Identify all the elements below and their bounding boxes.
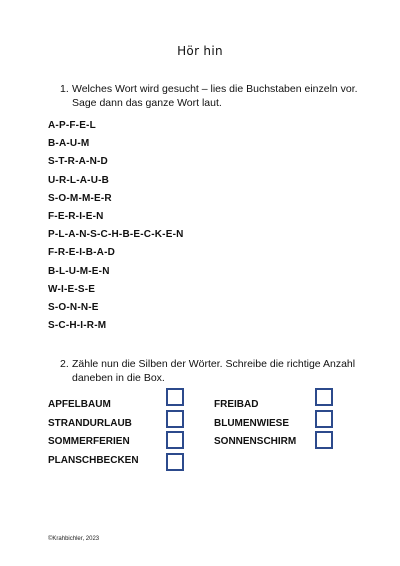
task-1 [60,82,362,110]
spelled-word: P-L-A-N-S-C-H-B-E-C-K-E-N [48,229,184,241]
syllable-word-strandurlaub: STRANDURLAUB [48,418,132,429]
spelled-word: S-O-M-M-E-R [48,192,112,204]
spelled-word: B-A-U-M [48,138,90,150]
spelled-word: B-L-U-M-E-N [48,265,110,277]
syllable-count-box-sommerferien[interactable] [166,431,184,449]
spelled-word: A-P-F-E-L [48,120,96,131]
syllable-word-freibad: FREIBAD [214,399,259,410]
syllable-count-box-freibad[interactable] [315,388,333,406]
spelled-word: W-I-E-S-E [48,283,96,295]
syllable-word-planschbecken: PLANSCHBECKEN [48,455,139,466]
syllable-count-box-planschbecken[interactable] [166,453,184,471]
syllable-grid [48,397,348,477]
worksheet-title: Hör hin [177,44,223,58]
copyright-footer: ©Krahbichler, 2023 [48,536,100,542]
task-2 [60,357,362,385]
syllable-count-box-apfelbaum[interactable] [166,388,184,406]
syllable-count-box-blumenwiese[interactable] [315,410,333,428]
spelled-word: F-E-R-I-E-N [48,210,104,222]
task-1-number: 1. [60,83,69,95]
spelled-word-list [48,121,184,339]
syllable-count-box-strandurlaub[interactable] [166,410,184,428]
syllable-word-apfelbaum: APFELBAUM [48,399,111,410]
syllable-word-sonnenschirm: SONNENSCHIRM [214,436,297,447]
spelled-word: F-R-E-I-B-A-D [48,247,116,259]
task-2-instruction: Zähle nun die Silben der Wörter. Schreibe die richtige Anzahl daneben in die Box. [72,358,356,384]
syllable-word-blumenwiese: BLUMENWIESE [214,418,289,429]
syllable-word-sommerferien: SOMMERFERIEN [48,436,130,447]
spelled-word: S-T-R-A-N-D [48,156,108,168]
task-2-number: 2. [60,358,69,370]
spelled-word: S-O-N-N-E [48,301,99,313]
spelled-word: U-R-L-A-U-B [48,174,110,186]
syllable-count-box-sonnenschirm[interactable] [315,431,333,449]
spelled-word: S-C-H-I-R-M [48,320,107,332]
task-1-instruction: Welches Wort wird gesucht – lies die Buchstaben einzeln vor. Sage dann das ganze Wort laut. [72,83,358,109]
